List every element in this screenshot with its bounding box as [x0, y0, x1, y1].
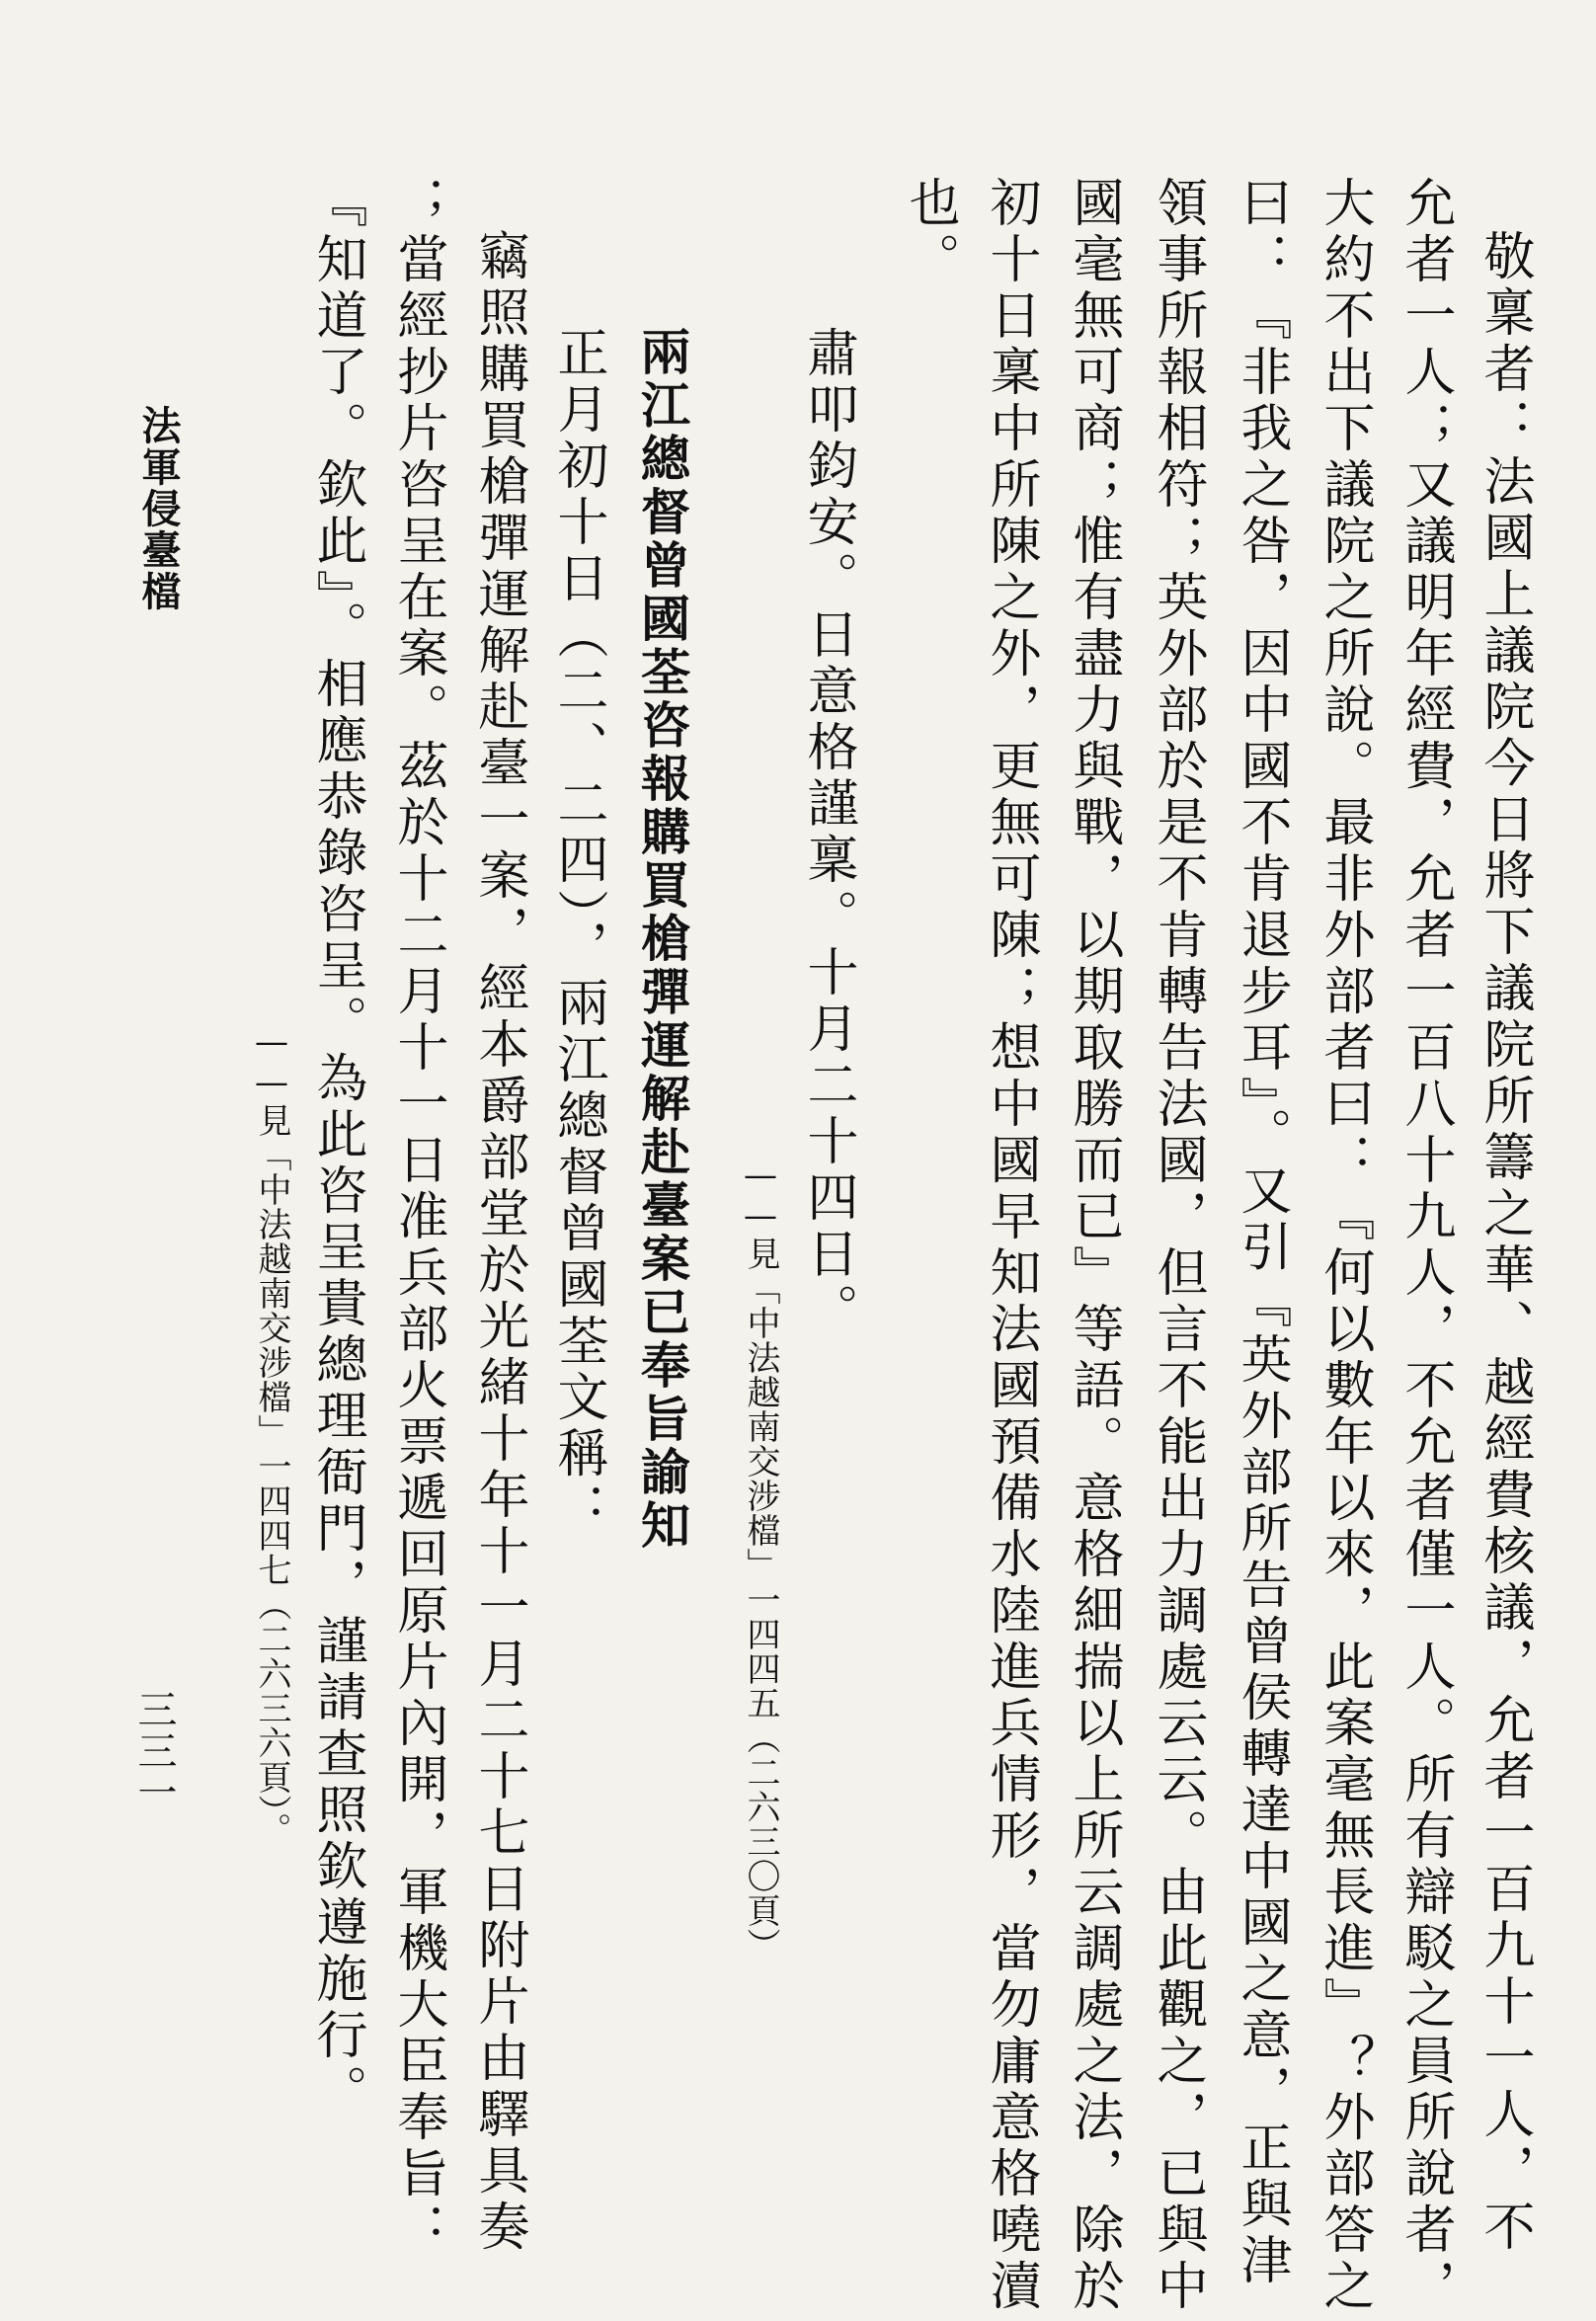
letter-closing: 肅叩鈞安。日意格謹稟。十月二十四日。: [798, 326, 857, 1339]
document-line-3: ；當經抄片咨呈在案。茲於十二月十一日准兵部火票遞回原片內開，軍機大臣奉旨：: [388, 176, 447, 2259]
letter-line-2: 允者一人；又議明年經費，允者一百八十九人，不允者僅一人。所有辯駁之員所說者，: [1396, 176, 1455, 2315]
letter-line-6: 國毫無可商；惟有盡力與戰，以期取勝而已』等語。意格細揣以上所云調處之法，除於: [1064, 176, 1123, 2315]
letter-source-citation: ——見「中法越南交涉檔」一四四五（二六三〇頁）: [741, 1156, 780, 1962]
letter-line-8: 也。: [900, 176, 959, 288]
letter-line-4: 曰：『非我之咎，因中國不肯退步耳』。又引『英外部所告曾侯轉達中國之意，正與津: [1232, 176, 1291, 2289]
letter-line-3: 大約不出下議院之所說。最非外部者曰：『何以數年以來，此案毫無長進』？外部答之: [1315, 176, 1374, 2315]
letter-line-1: 敬稟者：法國上議院今日將下議院所籌之華、越經費核議，允者一百九十一人，不: [1475, 229, 1534, 2256]
document-line-4: 『知道了。欽此』。相應恭錄咨呈。為此咨呈貴總理衙門，謹請查照欽遵施行。: [307, 176, 366, 2121]
letter-line-5: 領事所報相符；英外部於是不肯轉告法國，但言不能出力調處云云。由此觀之，已與中: [1148, 176, 1207, 2315]
document-heading: 兩江總督曾國荃咨報購買槍彈運解赴臺案已奉旨諭知: [633, 326, 691, 1553]
document-source-citation: ——見「中法越南交涉檔」一四四七（二六三六頁）。: [252, 1022, 291, 1847]
document-line-2: 竊照購買槍彈運解赴臺一案，經本爵部堂於光緒十年十一月二十七日附片由驛具奏: [469, 229, 528, 2256]
page-number: 三三一: [131, 1689, 177, 1813]
document-line-1: 正月初十日（二、二四），兩江總督曾國荃文稱：: [548, 326, 607, 1539]
running-header: 法軍侵臺檔: [135, 405, 182, 612]
letter-line-7: 初十日稟中所陳之外，更無可陳；想中國早知法國預備水陸進兵情形，當勿庸意格嘵瀆: [981, 176, 1040, 2315]
